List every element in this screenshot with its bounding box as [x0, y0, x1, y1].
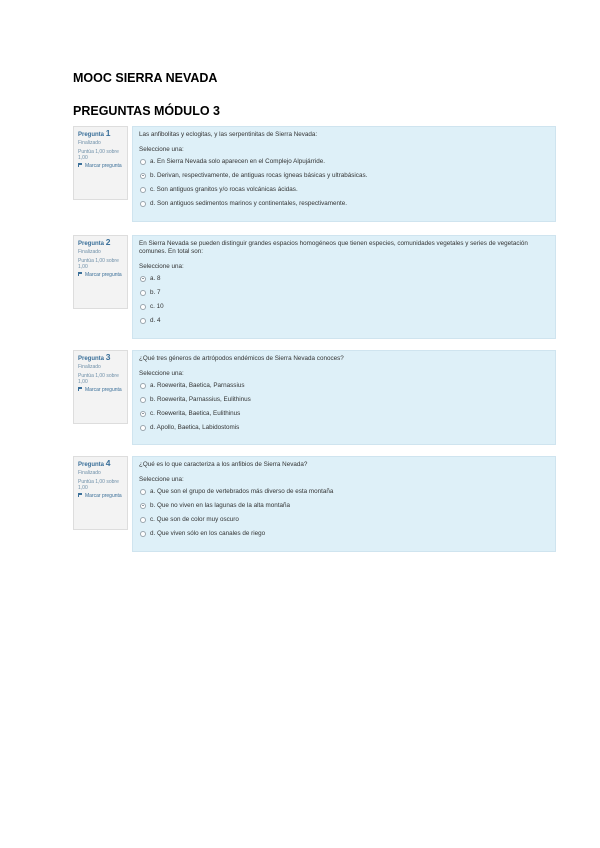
flag-question-link[interactable]: [78, 387, 123, 393]
flag-icon: [78, 387, 83, 391]
question-number: 4: [105, 458, 111, 468]
answer-option-label: d. 4: [150, 317, 161, 324]
question-info-panel: [73, 126, 128, 200]
answer-option-label: b. Que no viven en las lagunas de la alta montaña: [150, 502, 291, 509]
question-status: Finalizado: [78, 140, 101, 146]
question-number-row: [78, 130, 123, 138]
answer-option-label: b. Derivan, respectivamente, de antiguas rocas ígneas básicas y ultrabásicas.: [150, 172, 368, 179]
answer-option[interactable]: [139, 273, 549, 285]
question-status: Finalizado: [78, 364, 101, 370]
answer-option[interactable]: [139, 301, 549, 313]
answer-option-label: a. 8: [150, 275, 161, 282]
question-text: Las anfibolitas y eclogitas, y las serpentinitas de Sierra Nevada:: [139, 131, 318, 138]
answer-option[interactable]: [139, 380, 549, 392]
question-number-row: [78, 460, 123, 468]
question-label: Pregunta: [78, 241, 105, 247]
question-info-panel: [73, 456, 128, 530]
question-number-row: [78, 239, 123, 247]
radio-button[interactable]: [140, 201, 146, 207]
answer-option-label: c. Son antiguos granitos y/o rocas volcánicas ácidas.: [150, 186, 298, 193]
flag-question-label: Marcar pregunta: [85, 163, 122, 169]
question-content: [132, 235, 556, 339]
radio-button[interactable]: [140, 397, 146, 403]
answer-option[interactable]: [139, 408, 549, 420]
question-score: Puntúa 1,00 sobre 1,00: [78, 479, 119, 491]
radio-button[interactable]: [140, 187, 146, 193]
answer-option[interactable]: [139, 422, 549, 434]
question-status: Finalizado: [78, 249, 101, 255]
answer-option[interactable]: [139, 500, 549, 512]
answer-option[interactable]: [139, 170, 549, 182]
answer-option-label: c. 10: [150, 303, 164, 310]
radio-button[interactable]: [140, 290, 146, 296]
flag-question-label: Marcar pregunta: [85, 272, 122, 278]
flag-question-link[interactable]: [78, 163, 123, 169]
flag-question-link[interactable]: [78, 493, 123, 499]
radio-button[interactable]: [140, 425, 146, 431]
answer-option-label: b. Roewerita, Parnassius, Eulithinus: [150, 396, 251, 403]
flag-icon: [78, 163, 83, 167]
question-info-panel: [73, 350, 128, 424]
radio-button[interactable]: [140, 304, 146, 310]
question-info-panel: [73, 235, 128, 309]
answer-option-label: c. Que son de color muy oscuro: [150, 516, 239, 523]
question-text: ¿Qué es lo que caracteriza a los anfibios de Sierra Nevada?: [139, 461, 308, 468]
answer-option-label: d. Apollo, Baetica, Labidostomis: [150, 424, 240, 431]
answer-option-label: d. Que viven sólo en los canales de riego: [150, 530, 266, 537]
flag-icon: [78, 493, 83, 497]
radio-button[interactable]: [140, 383, 146, 389]
question-score: Puntúa 1,00 sobre 1,00: [78, 258, 119, 270]
document-subtitle: PREGUNTAS MÓDULO 3: [73, 104, 220, 118]
answer-option[interactable]: [139, 184, 549, 196]
question-label: Pregunta: [78, 356, 105, 362]
radio-button[interactable]: [140, 517, 146, 523]
answer-option[interactable]: [139, 528, 549, 540]
flag-question-label: Marcar pregunta: [85, 387, 122, 393]
question-text: ¿Qué tres géneros de artrópodos endémicos de Sierra Nevada conoces?: [139, 355, 344, 362]
radio-button[interactable]: [140, 489, 146, 495]
question-content: [132, 126, 556, 222]
question-status: Finalizado: [78, 470, 101, 476]
answer-option-label: a. En Sierra Nevada solo aparecen en el Complejo Alpujárride.: [150, 158, 326, 165]
answer-option-label: b. 7: [150, 289, 161, 296]
select-one-label: Seleccione una:: [139, 263, 184, 270]
answer-option-label: a. Roewerita, Baetica, Parnassius: [150, 382, 245, 389]
radio-button-selected[interactable]: [140, 173, 146, 179]
radio-button-selected[interactable]: [140, 276, 146, 282]
flag-icon: [78, 272, 83, 276]
answer-option[interactable]: [139, 287, 549, 299]
question-label: Pregunta: [78, 132, 105, 138]
question-score: Puntúa 1,00 sobre 1,00: [78, 373, 119, 385]
question-number: 3: [105, 352, 111, 362]
answer-option-label: c. Roewerita, Baetica, Eulithinus: [150, 410, 241, 417]
select-one-label: Seleccione una:: [139, 476, 184, 483]
answer-option[interactable]: [139, 514, 549, 526]
flag-question-label: Marcar pregunta: [85, 493, 122, 499]
question-number: 2: [105, 237, 111, 247]
radio-button[interactable]: [140, 531, 146, 537]
document-title: MOOC SIERRA NEVADA: [73, 71, 218, 85]
question-number-row: [78, 354, 123, 362]
radio-button-selected[interactable]: [140, 503, 146, 509]
question-text: En Sierra Nevada se pueden distinguir grandes espacios homogéneos que tienen especies, comunidades vegetales y series de vegetación comunes. En total son:: [139, 240, 528, 255]
question-score: Puntúa 1,00 sobre 1,00: [78, 149, 119, 161]
answer-option[interactable]: [139, 156, 549, 168]
radio-button-selected[interactable]: [140, 411, 146, 417]
question-content: [132, 456, 556, 552]
radio-button[interactable]: [140, 159, 146, 165]
question-content: [132, 350, 556, 445]
answer-option-label: d. Son antiguos sedimentos marinos y continentales, respectivamente.: [150, 200, 348, 207]
answer-option[interactable]: [139, 486, 549, 498]
question-number: 1: [105, 128, 111, 138]
select-one-label: Seleccione una:: [139, 146, 184, 153]
radio-button[interactable]: [140, 318, 146, 324]
select-one-label: Seleccione una:: [139, 370, 184, 377]
answer-option[interactable]: [139, 198, 549, 210]
answer-option[interactable]: [139, 394, 549, 406]
answer-option-label: a. Que son el grupo de vertebrados más diverso de esta montaña: [150, 488, 334, 495]
question-label: Pregunta: [78, 462, 105, 468]
flag-question-link[interactable]: [78, 272, 123, 278]
answer-option[interactable]: [139, 315, 549, 327]
